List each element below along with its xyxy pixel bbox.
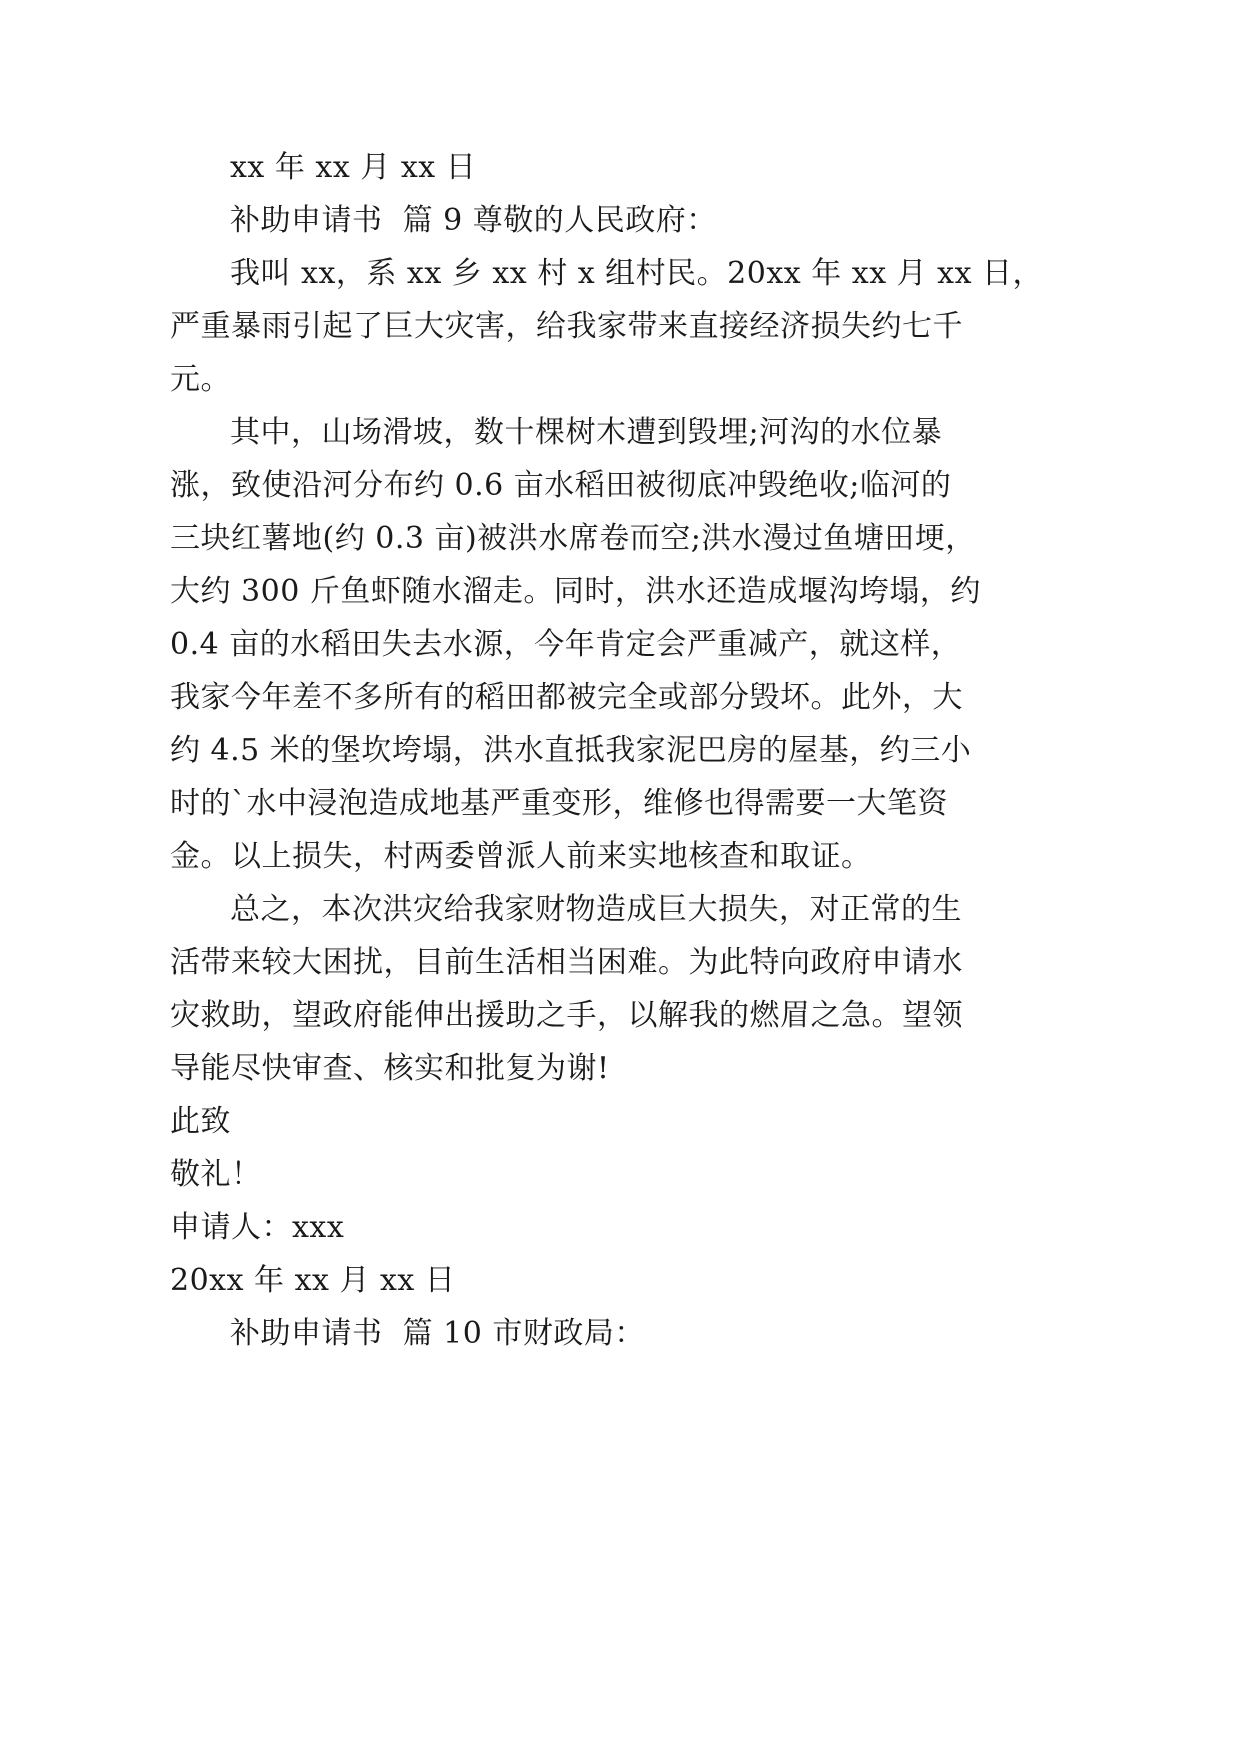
paragraph-line: 灾救助，望政府能伸出援助之手，以解我的燃眉之急。望领 xyxy=(170,998,963,1033)
paragraph-line: 三块红薯地(约 0.3 亩)被洪水席卷而空;洪水漫过鱼塘田埂， xyxy=(170,521,976,556)
paragraph-line: 严重暴雨引起了巨大灾害，给我家带来直接经济损失约七千 xyxy=(170,309,963,344)
paragraph-line: 大约 300 斤鱼虾随水溜走。同时，洪水还造成堰沟垮塌，约 xyxy=(170,574,981,609)
section-heading-10: 补助申请书 篇 10 市财政局： xyxy=(230,1316,645,1351)
section-heading-9: 补助申请书 篇 9 尊敬的人民政府： xyxy=(230,203,717,238)
paragraph-line: 元。 xyxy=(170,362,231,397)
paragraph-line: 约 4.5 米的堡坎垮塌，洪水直抵我家泥巴房的屋基，约三小 xyxy=(170,733,972,768)
paragraph-line: 其中，山场滑坡，数十棵树木遭到毁埋;河沟的水位暴 xyxy=(230,415,943,450)
date-line: xx 年 xx 月 xx 日 xyxy=(230,150,477,185)
paragraph-line: 总之，本次洪灾给我家财物造成巨大损失，对正常的生 xyxy=(230,892,962,927)
paragraph-line: 我家今年差不多所有的稻田都被完全或部分毁坏。此外，大 xyxy=(170,680,963,715)
paragraph-line: 0.4 亩的水稻田失去水源，今年肯定会严重减产，就这样， xyxy=(170,627,962,662)
signature-date-line: 20xx 年 xx 月 xx 日 xyxy=(170,1263,456,1298)
closing-line: 敬礼！ xyxy=(170,1157,262,1192)
paragraph-line: 我叫 xx，系 xx 乡 xx 村 x 组村民。20xx 年 xx 月 xx 日， xyxy=(230,256,1044,291)
paragraph-line: 导能尽快审查、核实和批复为谢! xyxy=(170,1051,610,1086)
paragraph-line: 金。以上损失，村两委曾派人前来实地核查和取证。 xyxy=(170,839,872,874)
closing-line: 此致 xyxy=(170,1104,231,1139)
applicant-line: 申请人：xxx xyxy=(170,1210,345,1245)
paragraph-line: 时的`水中浸泡造成地基严重变形，维修也得需要一大笔资 xyxy=(170,786,948,821)
paragraph-line: 涨，致使沿河分布约 0.6 亩水稻田被彻底冲毁绝收;临河的 xyxy=(170,468,952,503)
paragraph-line: 活带来较大困扰，目前生活相当困难。为此特向政府申请水 xyxy=(170,945,963,980)
